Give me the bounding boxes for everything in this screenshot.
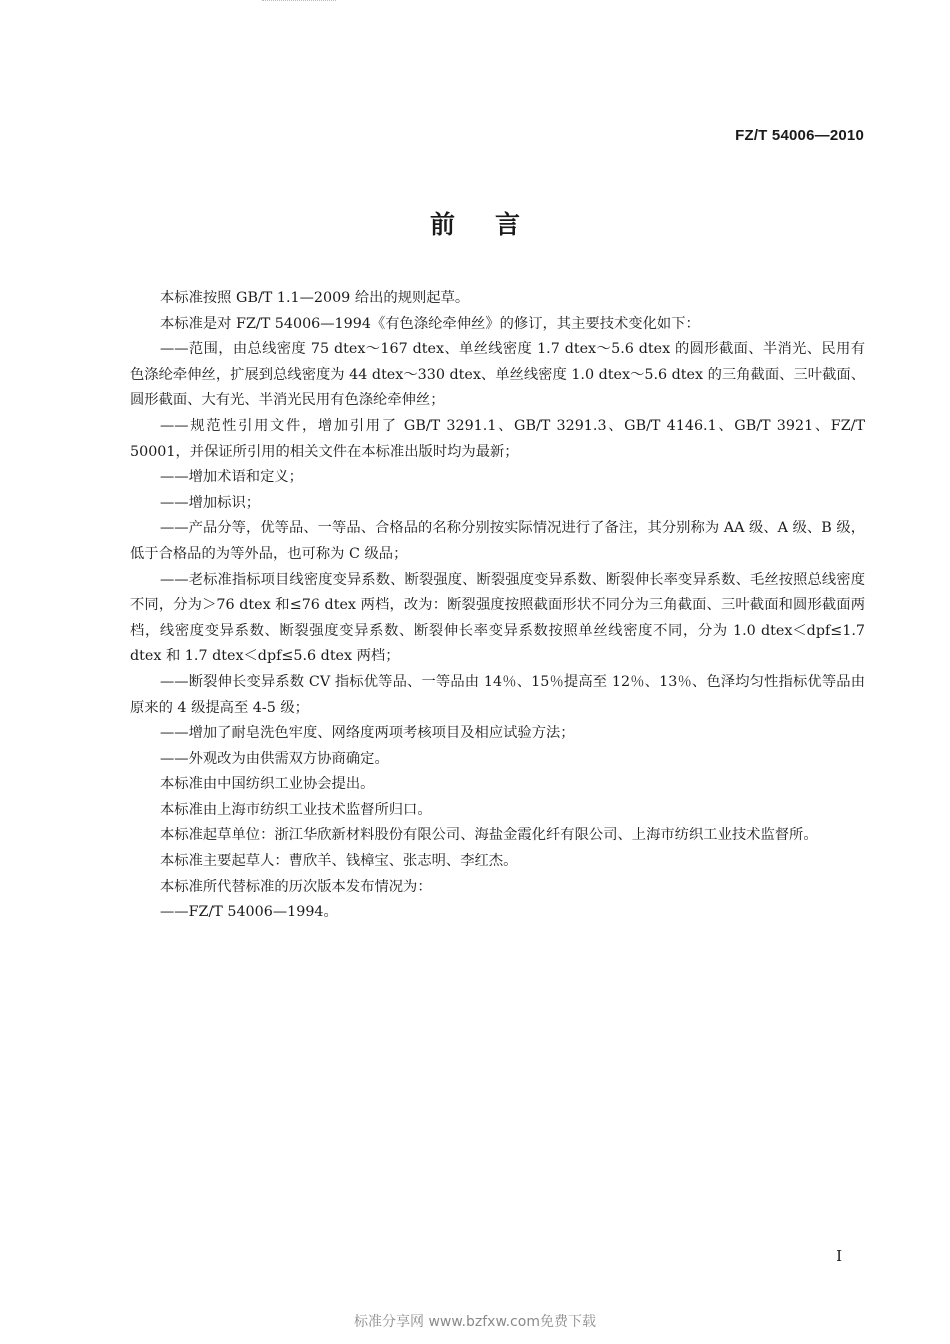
title-char-2: 言	[495, 210, 521, 239]
change-item-indicators: ——老标准指标项目线密度变异系数、断裂强度、断裂强度变异系数、断裂伸长率变异系数、毛丝按照总线密度不同，分为＞76 dtex 和≤76 dtex 两档，改为：断裂强度按照截面形状不同分为三角截面、三叶截面和圆形截面两档，线密度变异系数、断裂强度变异系数、断裂伸长率变异系数按照单丝线密度不同，分为 1.0 dtex＜dpf≤1.7 dtex 和 1.7 dtex＜dpf≤5.6 dtex 两档；	[130, 571, 865, 665]
page-title	[0, 205, 950, 241]
change-item-normative-references: ——规范性引用文件，增加引用了 GB/T 3291.1、GB/T 3291.3、GB/T 4146.1、GB/T 3921、FZ/T 50001，并保证所引用的相关文件在本标准出版时均为最新；	[130, 417, 865, 460]
paragraph-previous-editions: 本标准所代替标准的历次版本发布情况为：	[160, 878, 432, 895]
change-item-terms: ——增加术语和定义；	[160, 469, 303, 486]
change-item-appearance: ——外观改为由供需双方协商确定。	[160, 750, 389, 767]
paragraph-administrator: 本标准由上海市纺织工业技术监督所归口。	[160, 801, 432, 818]
title-char-1: 前	[429, 210, 455, 239]
paragraph-drafters: 本标准主要起草人：曹欣羊、钱樟宝、张志明、李红杰。	[160, 853, 518, 870]
paragraph-drafting-rules: 本标准按照 GB/T 1.1—2009 给出的规则起草。	[160, 290, 470, 306]
foreword-body	[130, 286, 865, 926]
paragraph-proposer: 本标准由中国纺织工业协会提出。	[160, 776, 375, 793]
watermark-footer: 标准分享网 www.bzfxw.com免费下载	[354, 1314, 596, 1330]
change-item-cv: ——断裂伸长变异系数 CV 指标优等品、一等品由 14％、15％提高至 12％、13％、色泽均匀性指标优等品由原来的 4 级提高至 4-5 级；	[130, 673, 865, 716]
change-item-scope: ——范围，由总线密度 75 dtex～167 dtex、单丝线密度 1.7 dtex～5.6 dtex 的圆形截面、半消光、民用有色涤纶牵伸丝，扩展到总线密度为 44 dtex～330 dtex、单丝线密度 1.0 dtex～5.6 dtex 的三角截面、三叶截面、圆形截面、大有光、半消光民用有色涤纶牵伸丝；	[130, 341, 865, 409]
change-item-tests: ——增加了耐皂洗色牢度、网络度两项考核项目及相应试验方法；	[160, 725, 575, 742]
change-item-marking: ——增加标识；	[160, 494, 261, 511]
change-item-grading: ——产品分等，优等品、一等品、合格品的名称分别按实际情况进行了备注，其分别称为 AA 级、A 级、B 级，低于合格品的为等外品，也可称为 C 级品；	[130, 520, 865, 562]
page-number: I	[836, 1247, 842, 1265]
paragraph-revision-intro: 本标准是对 FZ/T 54006—1994《有色涤纶牵伸丝》的修订，其主要技术变化如下：	[160, 315, 700, 332]
paragraph-drafting-units: 本标准起草单位：浙江华欣新材料股份有限公司、海盐金霞化纤有限公司、上海市纺织工业技术监督所。	[160, 827, 818, 844]
standard-code: FZ/T 54006—2010	[735, 127, 864, 144]
previous-edition-item: ——FZ/T 54006—1994。	[160, 904, 338, 921]
scan-artifact	[262, 0, 336, 3]
